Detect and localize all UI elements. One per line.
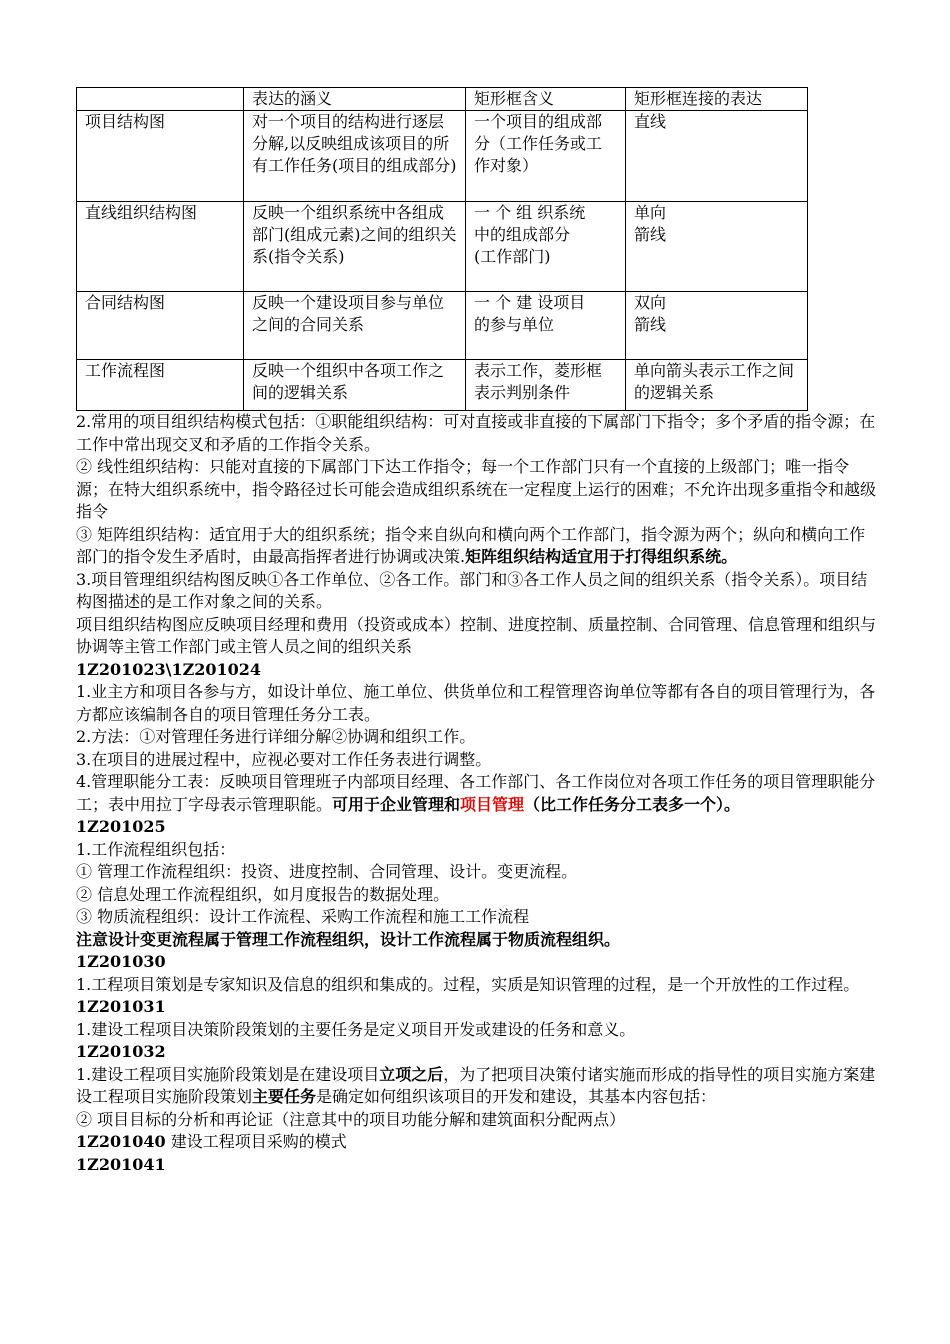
paragraph: 项目组织结构图应反映项目经理和费用（投资或成本）控制、进度控制、质量控制、合同管理、信息管理和组织与协调等主管工作部门或主管人员之间的组织关系 xyxy=(76,614,877,656)
table-header-cell: 矩形框连接的表达 xyxy=(626,88,808,111)
table-cell: 直线组织结构图 xyxy=(77,202,244,292)
paragraph-text: 4.管理职能分工表：反映项目管理班子内部项目经理、各工作部门、各工作岗位对各项工作任务的项目管理职能分工；表中用拉丁字母表示管理职能。 xyxy=(76,772,876,814)
paragraph-text: 是确定如何组织该项目的开发和建设，其基本内容包括： xyxy=(316,1087,717,1106)
bold-note: 主要任务 xyxy=(252,1087,317,1106)
paragraph: 1.工作流程组织包括： xyxy=(76,839,236,859)
table-header-cell: 矩形框含义 xyxy=(466,88,626,111)
table-header-cell: 表达的涵义 xyxy=(244,88,466,111)
table-cell: 单向箭头表示工作之间的逻辑关系 xyxy=(626,360,808,411)
paragraph xyxy=(76,524,876,569)
section-heading: 1Z201031 xyxy=(76,997,166,1016)
table-cell: 直线 xyxy=(626,111,808,202)
paragraph: 1.业主方和项目各参与方，如设计单位、施工单位、供货单位和工程管理咨询单位等都有各自的项目管理行为，各方都应该编制各自的项目管理任务分工表。 xyxy=(76,682,876,724)
table-cell: 一 个 组 织系统 中的组成部分 (工作部门) xyxy=(466,202,626,292)
bold-note: 立项之后 xyxy=(379,1064,444,1084)
section-heading: 1Z201023\1Z201024 xyxy=(76,659,262,679)
table-cell: 一个项目的组成部分（工作任务或工作对象） xyxy=(466,111,626,202)
section-code: 1Z201040 xyxy=(76,1132,166,1151)
table-header-cell xyxy=(77,88,244,111)
paragraph-text: ，为了把项目决策付诸实施而形成的指导性的项目实施方案建设工程项目实施阶段策划 xyxy=(76,1064,876,1106)
paragraph: 3.在项目的进展过程中，应视必要对工作任务表进行调整。 xyxy=(76,749,492,769)
paragraph: 3.项目管理组织结构图反映①各工作单位、②各工作。部门和③各工作人员之间的组织关系（指令关系）。项目结构图描述的是工作对象之间的关系。 xyxy=(76,569,868,611)
document-body xyxy=(76,411,876,1176)
section-heading: 1Z201030 xyxy=(76,952,166,971)
comparison-table xyxy=(76,87,808,411)
paragraph: 1.建设工程项目决策阶段策划的主要任务是定义项目开发或建设的任务和意义。 xyxy=(76,1019,636,1039)
table-cell: 单向 箭线 xyxy=(626,202,808,292)
table-cell: 对一个项目的结构进行逐层分解,以反映组成该项目的所有工作任务(项目的组成部分) xyxy=(244,111,466,202)
table-cell: 工作流程图 xyxy=(77,360,244,411)
paragraph-text: ③ 矩阵组织结构：适宜用于大的组织系统；指令来自纵向和横向两个工作部门，指令源为两个；纵向和横向工作部门的指令发生矛盾时，由最高指挥者进行协调或决策. xyxy=(76,524,866,566)
paragraph-text: 1.建设工程项目实施阶段策划是在建设项目 xyxy=(76,1064,380,1084)
list-item: ③ 物质流程组织：设计工作流程、采购工作流程和施工工作流程 xyxy=(76,907,530,926)
table-cell: 表示工作，菱形框表示判别条件 xyxy=(466,360,626,411)
table-row xyxy=(77,360,808,411)
table-header-row xyxy=(77,88,808,111)
section-heading xyxy=(76,1131,876,1154)
section-heading: 1Z201041 xyxy=(76,1154,166,1174)
table-cell: 反映一个组织中各项工作之间的逻辑关系 xyxy=(244,360,466,411)
bold-note: 矩阵组织结构适宜用于打得组织系统。 xyxy=(465,547,738,566)
section-title: 建设工程项目采购的模式 xyxy=(165,1132,347,1151)
section-heading: 1Z201025 xyxy=(76,817,166,836)
paragraph: 2.方法：①对管理任务进行详细分解②协调和组织工作。 xyxy=(76,727,476,746)
list-item: ② 信息处理工作流程组织，如月度报告的数据处理。 xyxy=(76,884,450,904)
bold-note: 可用于企业管理和 xyxy=(332,794,461,814)
table-cell: 反映一个组织系统中各组成部门(组成元素)之间的组织关系(指令关系) xyxy=(244,202,466,292)
paragraph xyxy=(76,771,876,816)
red-highlight: 项目管理 xyxy=(460,794,525,814)
paragraph xyxy=(76,1064,876,1109)
table-row xyxy=(77,202,808,292)
table-cell: 合同结构图 xyxy=(77,292,244,360)
document-page xyxy=(76,87,876,1176)
paragraph: ② 线性组织结构：只能对直接的下属部门下达工作指令；每一个工作部门只有一个直接的上级部门；唯一指令源；在特大组织系统中，指令路径过长可能会造成组织系统在一定程度上运行的困难；不允许出现多重指令和越级指令 xyxy=(76,457,877,521)
list-item: ② 项目目标的分析和再论证（注意其中的项目功能分解和建筑面积分配两点） xyxy=(76,1109,626,1129)
table-row xyxy=(77,111,808,202)
table-cell: 一 个 建 设项目 的参与单位 xyxy=(466,292,626,360)
table-cell: 双向 箭线 xyxy=(626,292,808,360)
bold-note: 注意设计变更流程属于管理工作流程组织，设计工作流程属于物质流程组织。 xyxy=(76,929,621,949)
list-item: ① 管理工作流程组织：投资、进度控制、合同管理、设计。变更流程。 xyxy=(76,862,578,881)
paragraph: 1.工程项目策划是专家知识及信息的组织和集成的。过程，实质是知识管理的过程，是一个开放性的工作过程。 xyxy=(76,974,860,994)
table-cell: 项目结构图 xyxy=(77,111,244,202)
bold-note: （比工作任务分工表多一个）。 xyxy=(524,794,741,814)
table-row xyxy=(77,292,808,360)
section-heading: 1Z201032 xyxy=(76,1042,166,1061)
table-cell: 反映一个建设项目参与单位之间的合同关系 xyxy=(244,292,466,360)
paragraph: 2.常用的项目组织结构模式包括：①职能组织结构：可对直接或非直接的下属部门下指令；多个矛盾的指令源；在工作中常出现交叉和矛盾的工作指令关系。 xyxy=(76,412,876,454)
